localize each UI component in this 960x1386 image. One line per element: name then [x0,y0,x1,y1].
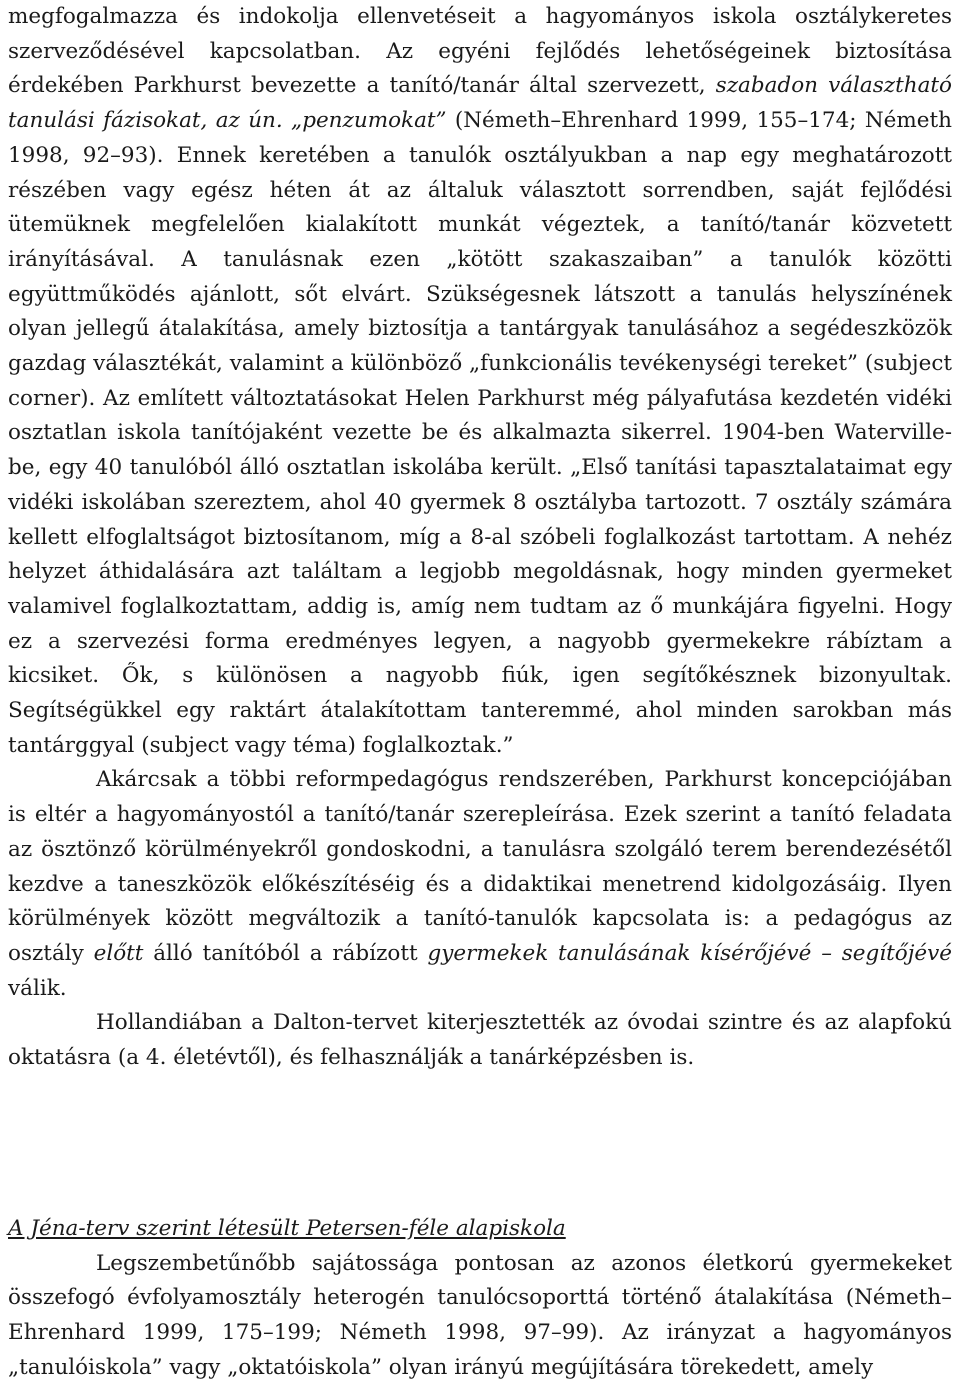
italic-term: előtt [93,940,144,966]
paragraph-holland [8,1006,952,1075]
paragraph-text: Hollandiában a Dalton-tervet kiterjesztették az óvodai szintre és az alapfokú oktatásra (a 4. életévtől), és felhasználják a tanárképzésben is. [8,1010,952,1071]
paragraph-dalton-penzum [8,0,952,763]
paragraph-text: (Németh–Ehrenhard 1999, 155–174; Németh 1998, 92–93). Ennek keretében a tanulók osztályukban a nap egy meghatározott részében vagy egész héten át az általuk választott sorrendben, saját fejlődési ütemüknek megfelelően kialakított munkát végeztek, a tanító/tanár közvetett irányításával. A tanulásnak ezen „kötött szakaszaiban” a tanulók közötti együttműködés ajánlott, sőt elvárt. Szükségesnek látszott a tanulás helyszínének olyan jellegű átalakítása, amely biztosítja a tantárgyak tanulásához a segédeszközök gazdag választékát, valamint a különböző „funkcionális tevékenységi tereket” (subject corner). Az említett változtatásokat Helen Parkhurst még pályafutása kezdetén vidéki osztatlan iskola tanítójaként vezette be és alkalmazta sikerrel. 1904-ben Waterville-be, egy 40 tanulóból álló osztatlan iskolába került. „Első tanítási tapasztalataimat egy vidéki iskolában szereztem, ahol 40 gyermek 8 osztályba tartozott. 7 osztály számára kellett elfoglaltságot biztosítanom, míg a 8-al szóbeli foglalkozást tartottam. A nehéz helyzet áthidalására azt találtam a legjobb megoldásnak, hogy minden gyermeket valamivel foglalkoztattam, addig is, amíg nem tudtam az ő munkájára figyelni. Hogy ez a szervezési forma eredményes legyen, a nagyobb gyermekekre rábíztam a kicsiket. Ők, s különösen a nagyobb fiúk, igen segítőkésznek bizonyultak. Segítségükkel egy raktárt átalakítottam tanteremmé, ahol minden sarokban más tantárggyal (subject vagy téma) foglalkoztak.” [8,108,952,758]
italic-term: gyermekek tanulásának kísérőjévé – segítőjévé [427,940,952,966]
section-heading: A Jéna-terv szerint létesült Petersen-féle alapiskola [8,1215,566,1241]
paragraph-text: álló tanítóból a rábízott [143,940,428,966]
paragraph-text: megfogalmazza és indokolja ellenvetéseit a hagyományos iskola osztálykeretes szerveződésével kapcsolatban. Az egyéni fejlődés lehetőségeinek biztosítása érdekében Parkhurst bevezette a tanító/tanár által szervezett, [8,4,952,99]
paragraph-text: Akárcsak a többi reformpedagógus rendszerében, Parkhurst koncepciójában is eltér a hagyományostól a tanító/tanár szerepleírása. Ezek szerint a tanító feladata az ösztönző körülményekről gondoskodni, a tanulásra szolgáló terem berendezésétől kezdve a taneszközök előkészítéséig és a didaktikai menetrend kidolgozásáig. Ilyen körülmények között megváltozik a tanító-tanulók kapcsolata is: a pedagógus az osztály [8,767,952,966]
section-spacer [8,1076,952,1212]
paragraph-text: válik. [8,975,67,1001]
paragraph-teacher-role [8,763,952,1006]
italic-term: szabadon választható tanulási fázisokat, az ún. „penzumokat” [8,73,953,134]
paragraph-jena-plan: Legszembetűnőbb sajátossága pontosan az azonos életkorú gyermekeket összefogó évfolyamosztály heterogén tanulócsoporttá történő átalakítása (Németh–Ehrenhard 1999, 175–199; Németh 1998, 97–99). Az irányzat a hagyományos „tanulóiskola” vagy „oktatóiskola” olyan irányú megújítására törekedett, amely [8,1250,952,1380]
